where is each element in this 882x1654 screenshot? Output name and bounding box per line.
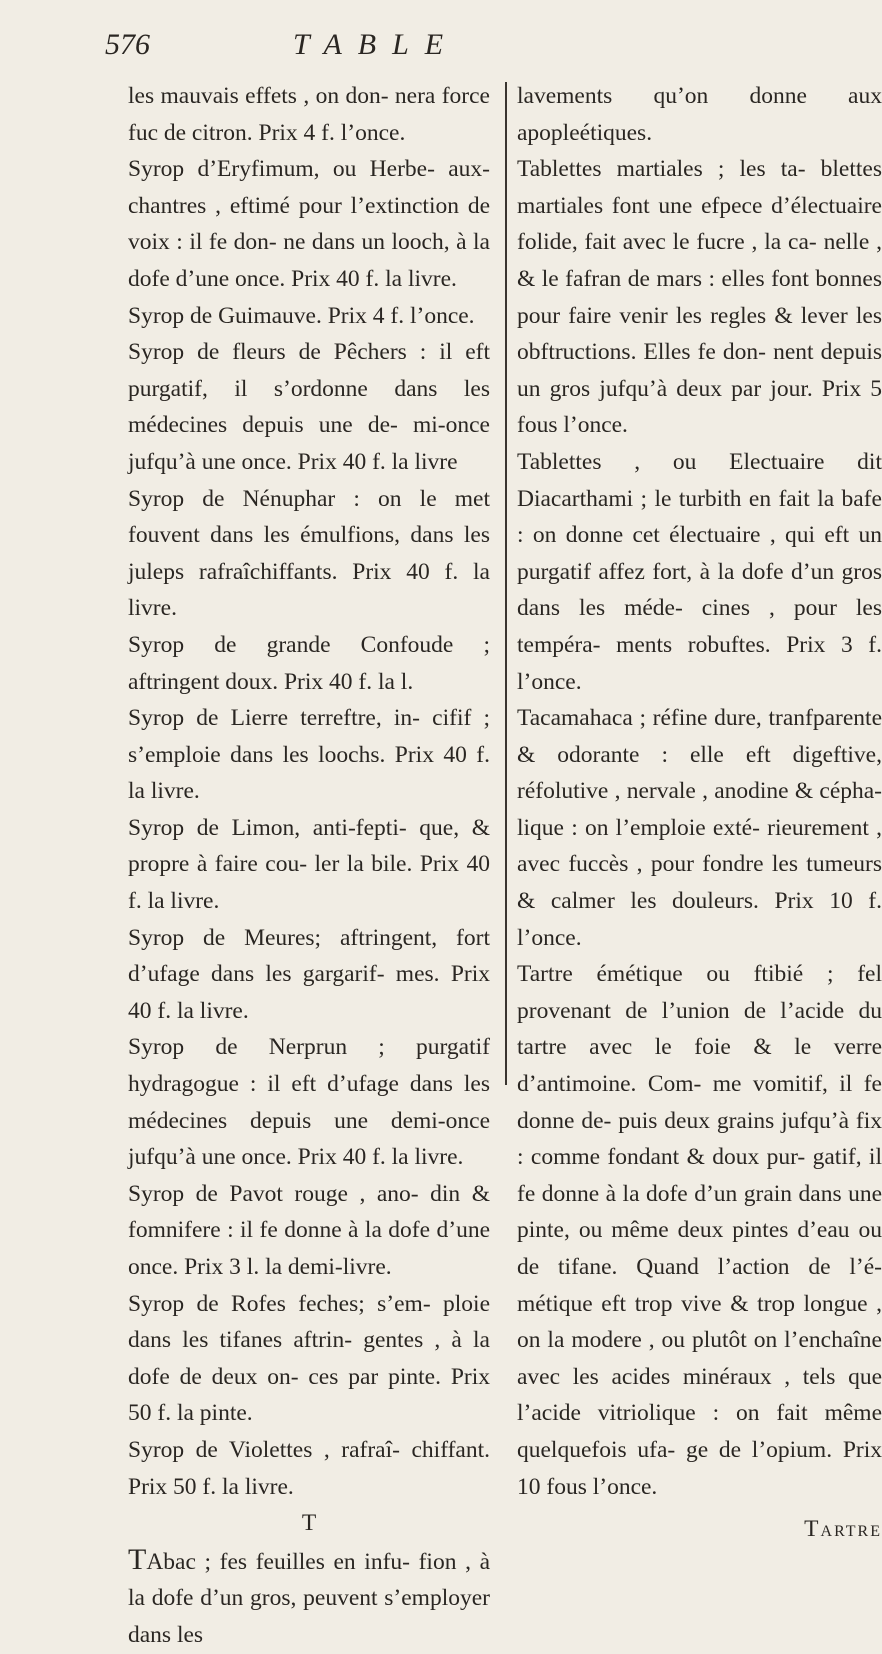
entry-syrop-nenuphar: Syrop de Nénuphar : on le met fouvent dans les émulfions, dans les juleps rafraîchiffants. Prix 40 f. la livre.	[128, 485, 490, 622]
left-column	[128, 78, 490, 1654]
entry-tacamahaca: Tacamahaca ; réfine dure, tranfparente & odorante : elle eft digeftive, réfolutive , nervale , anodine & cépha- lique : on l’emploie exté- rieurement , avec fuccès , pour fondre les tumeurs & calmer les douleurs. Prix 10 f. l’once.	[517, 705, 882, 951]
entry-syrop-lierre: Syrop de Lierre terreftre, in- cifif ; s’emploie dans les loochs. Prix 40 f. la livre.	[128, 705, 490, 805]
catchword: Tartre	[804, 1516, 882, 1543]
page-header	[105, 28, 665, 72]
entry-continuation: les mauvais effets , on don- nera force fuc de citron. Prix 4 f. l’once.	[128, 83, 490, 146]
drop-initial: T	[128, 1542, 147, 1576]
entry-tablettes-diacarthami: Tablettes , ou Electuaire dit Diacarthami ; le turbith en fait la bafe : on donne cet électuaire , qui eft un purgatif affez fort, à la dofe d’un gros dans les méde- cines , pour les tempéra- ments robuftes. Prix 3 f. l’once.	[517, 448, 882, 695]
entry-syrop-pechers: Syrop de fleurs de Pêchers : il eft purgatif, il s’ordonne dans les médecines depuis une de- mi-once jufqu’à une once. Prix 40 f. la livre	[128, 339, 490, 475]
entry-syrop-confoude: Syrop de grande Confoude ; aftringent doux. Prix 40 f. la l.	[128, 631, 490, 695]
right-column	[517, 78, 882, 1571]
entry-tabac-text: Abac ; fes feuilles en infu- fion , à la dofe d’un gros, peuvent s’employer dans les	[128, 1548, 490, 1648]
entry-tablettes-martiales: Tablettes martiales ; les ta- blettes martiales font une efpece d’électuaire folide, fait avec le fucre , la ca- nelle , & le fafran de mars : elles font bonnes pour faire venir les regles & lever les obftructions. Elles fe don- nent depuis un gros jufqu’à deux par jour. Prix 5 fous l’once.	[517, 156, 882, 439]
entry-syrop-violettes: Syrop de Violettes , rafraî- chiffant. Prix 50 f. la livre.	[128, 1436, 490, 1500]
section-letter: T	[301, 1510, 317, 1537]
entry-tartre-emetique: Tartre émétique ou ftibié ; fel provenant de l’union de l’acide du tartre avec le foie & le verre d’antimoine. Com- me vomitif, il fe donne de- puis deux grains jufqu’à fix : comme fondant & doux pur- gatif, il fe donne à la dofe d’un grain dans une pinte, ou même deux pintes d’eau ou de tifane. Quand l’action de l’é- métique eft trop vive & trop longue , on la modere , ou plutôt on l’enchaîne avec les acides minéraux , tels que l’acide vitriolique : on fait même quelquefois ufa- ge de l’opium. Prix 10 fous l’once.	[517, 961, 882, 1500]
entry-syrop-meures: Syrop de Meures; aftringent, fort d’ufage dans les gargarif- mes. Prix 40 f. la livre.	[128, 924, 490, 1024]
entry-tabac	[128, 1542, 490, 1654]
column-divider	[505, 82, 507, 1085]
entry-syrop-guimauve: Syrop de Guimauve. Prix 4 f. l’once.	[128, 302, 475, 329]
entry-syrop-erysimum: Syrop d’Eryfimum, ou Herbe- aux-chantres , eftimé pour l’extinction de voix : il fe don- ne dans un looch, à la dofe d’une once. Prix 40 f. la livre.	[128, 156, 490, 292]
entry-syrop-nerprun: Syrop de Nerprun ; purgatif hydragogue : il eft d’ufage dans les médecines depuis une demi-once jufqu’à une once. Prix 40 f. la livre.	[128, 1034, 490, 1171]
entry-syrop-limon: Syrop de Limon, anti-fepti- que, & propre à faire cou- ler la bile. Prix 40 f. la livre.	[128, 814, 490, 915]
entry-syrop-pavot: Syrop de Pavot rouge , ano- din & fomnifere : il fe donne à la dofe d’une once. Prix 3 l. la demi-livre.	[128, 1180, 490, 1280]
running-head: TABLE	[293, 28, 460, 61]
entry-continuation: lavements qu’on donne aux apopleétiques.	[517, 83, 882, 146]
page-number: 576	[105, 28, 150, 61]
entry-syrop-roses: Syrop de Rofes feches; s’em- ploie dans les tifanes aftrin- gentes , à la dofe de deux on- ces par pinte. Prix 50 f. la pinte.	[128, 1290, 490, 1427]
